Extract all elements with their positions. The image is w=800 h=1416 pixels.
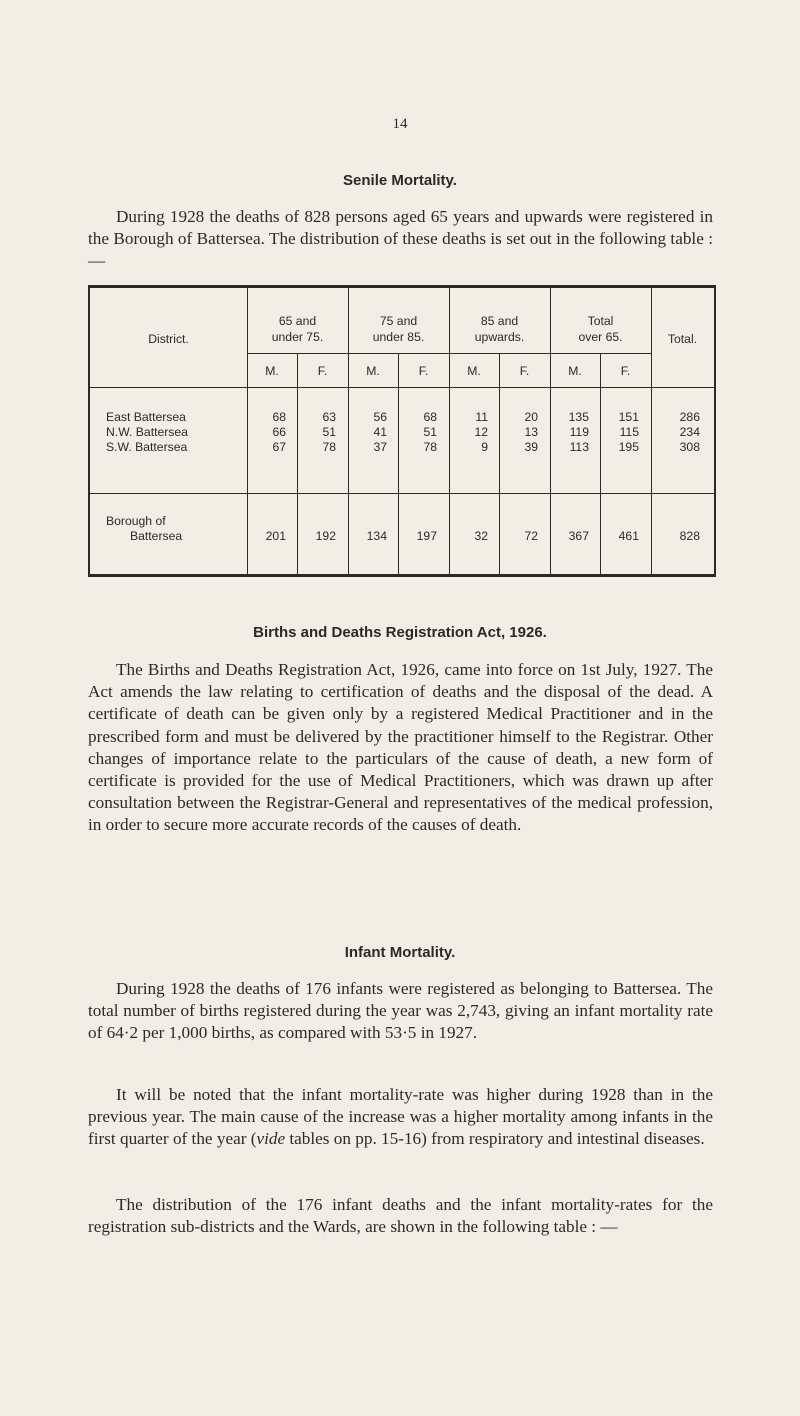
table-cell: 286 [679,410,700,424]
table-cell: 66 [272,425,286,439]
district-name: N.W. Battersea [106,425,188,439]
table-cell: 308 [679,440,700,454]
district-name: S.W. Battersea [106,440,188,454]
table-cell: 63 [322,410,336,424]
table-cell: 51 [322,425,336,439]
borough-total-cell: 197 [416,529,437,543]
group-header-75-85-line2: under 85. [372,330,425,344]
table-cell: 39 [524,440,538,454]
group-header-75-85-line1: 75 and [379,314,418,328]
sex-header-f: F. [620,364,631,378]
table-cell: 151 [618,410,639,424]
group-header-85-up-line1: 85 and [480,314,519,328]
borough-label-line1: Borough of [106,514,166,528]
borough-total-cell: 828 [679,529,700,543]
senile-mortality-table [88,285,716,577]
table-cell: 78 [322,440,336,454]
senile-mortality-intro: During 1928 the deaths of 828 persons aged 65 years and upwards were registered in the Borough of Battersea. The distribution of these deaths is set out in the following table :— [88,207,713,271]
borough-total-cell: 134 [366,529,387,543]
births-act-paragraph: The Births and Deaths Registration Act, 1926, came into force on 1st July, 1927. The Act amends the law relating to certification of deaths and the disposal of the dead. A certificate of death can be given only by a registered Medical Practitioner and in the prescribed form and must be delivered by the practitioner himself to the Registrar. Other changes of importance relate to the particulars of the cause of death, a new form of certificate is provided for the use of Medical Practitioners, which was drawn up after consultation between the Registrar-General and representatives of the medical profession, in order to secure more accurate records of the causes of death. [88,660,713,835]
table-cell: 56 [373,410,387,424]
infant-mortality-paragraph-2 [88,1084,713,1151]
borough-total-cell: 201 [265,529,286,543]
sex-header-f: F. [317,364,328,378]
table-cell: 115 [619,425,639,439]
sex-header-m: M. [366,364,380,378]
group-header-total-over-65-line1: Total [587,314,614,328]
borough-total-cell: 367 [568,529,589,543]
p2-text-a: It will be noted that the infant mortality-rate was higher during 1928 than in the previous year. The main cause of the increase was a higher mortality among infants in the first quarter of the year ( [88,1085,713,1149]
table-cell: 41 [373,425,387,439]
p2-text-b: tables on pp. 15-16) from respiratory and intestinal diseases. [285,1129,705,1149]
total-header: Total. [667,332,698,346]
table-cell: 135 [568,410,589,424]
infant-mortality-paragraph-1: During 1928 the deaths of 176 infants were registered as belonging to Battersea. The total number of births registered during the year was 2,743, giving an infant mortality rate of 64·2 per 1,000 births, as compared with 53·5 in 1927. [88,979,713,1043]
table-cell: 51 [423,425,437,439]
table-cell: 13 [524,425,538,439]
district-name: East Battersea [106,410,186,424]
borough-total-cell: 32 [474,529,488,543]
sex-header-f: F. [519,364,530,378]
sex-header-m: M. [568,364,582,378]
group-header-total-over-65-line2: over 65. [578,330,623,344]
borough-total-cell: 72 [524,529,538,543]
table-cell: 67 [272,440,286,454]
group-header-65-75-line1: 65 and [278,314,317,328]
p2-vide: vide [256,1129,286,1149]
table-cell: 11 [475,410,488,424]
table-cell: 78 [423,440,437,454]
table-cell: 20 [524,410,538,424]
sex-header-f: F. [418,364,429,378]
table-cell: 12 [474,425,488,439]
table-cell: 195 [618,440,639,454]
group-header-85-up-line2: upwards. [474,330,525,344]
table-cell: 37 [373,440,387,454]
table-cell: 68 [272,410,286,424]
table-cell: 9 [481,440,488,454]
group-header-65-75-line2: under 75. [271,330,324,344]
district-header: District. [148,332,189,346]
sex-header-m: M. [265,364,279,378]
senile-mortality-heading: Senile Mortality. [343,172,457,189]
sex-header-m: M. [467,364,481,378]
table-cell: 234 [679,425,700,439]
page-number: 14 [392,116,408,132]
births-act-heading: Births and Deaths Registration Act, 1926. [253,624,547,641]
borough-total-cell: 461 [618,529,639,543]
infant-mortality-paragraph-3: The distribution of the 176 infant deaths and the infant mortality-rates for the registration sub-districts and the Wards, are shown in the following table : — [88,1195,713,1237]
table-cell: 113 [569,440,589,454]
table-cell: 119 [569,425,589,439]
infant-mortality-heading: Infant Mortality. [344,944,456,961]
borough-total-cell: 192 [315,529,336,543]
table-cell: 68 [423,410,437,424]
borough-label-line2: Battersea [130,529,183,543]
